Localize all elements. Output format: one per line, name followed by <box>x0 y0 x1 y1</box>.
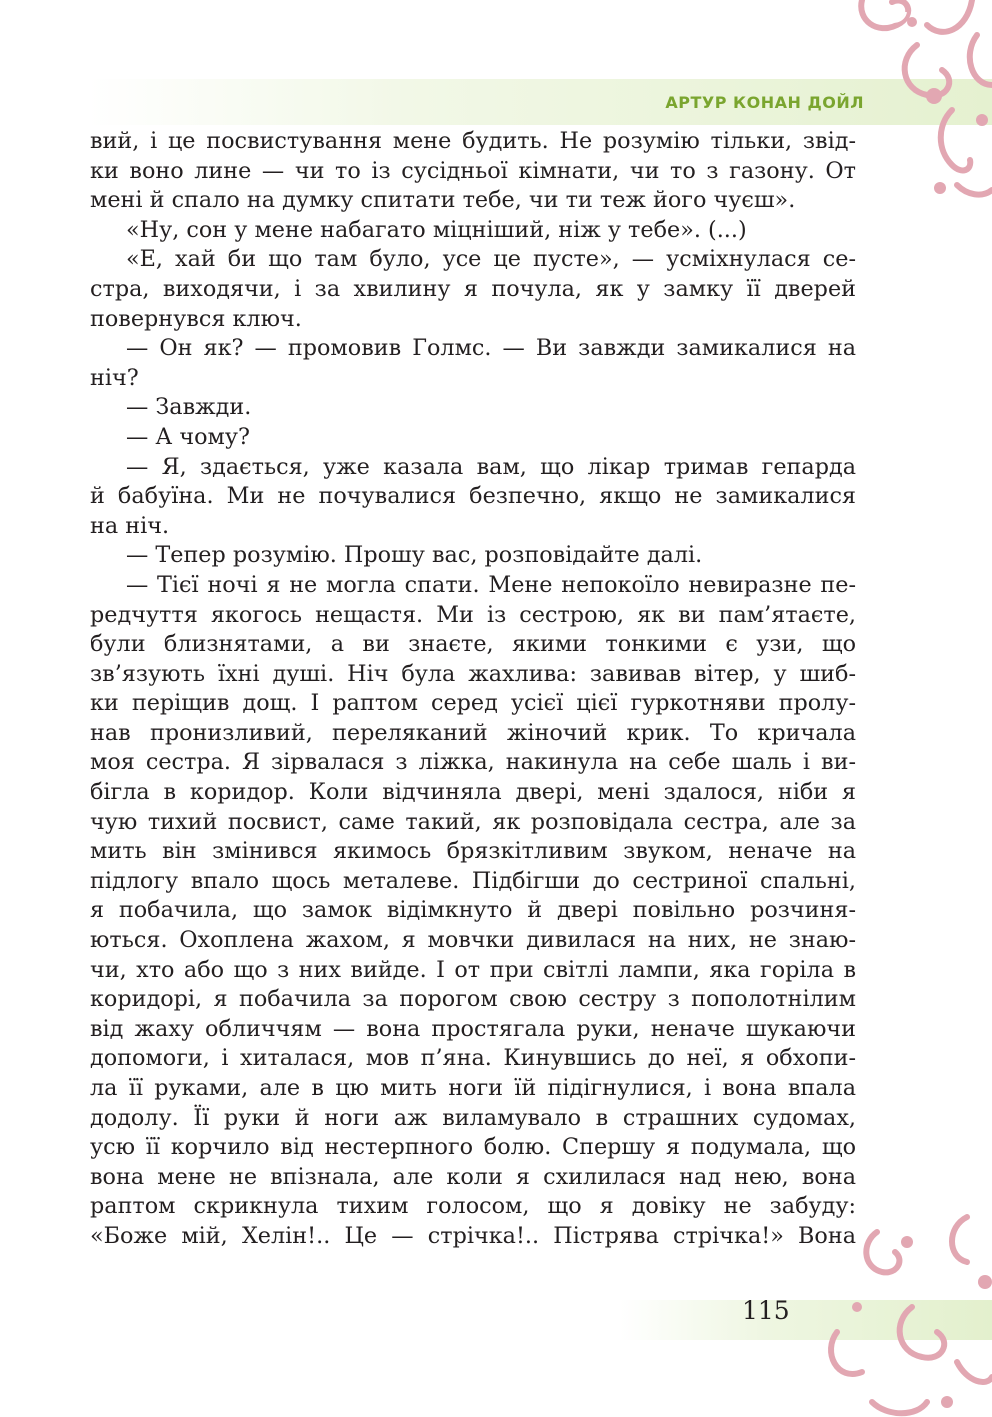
text-line: стра, виходячи, і за хвилину я почула, як у замку її дверей <box>90 275 856 302</box>
text-line: повернувся ключ. <box>90 305 302 332</box>
text-line: усю її корчило від нестерпного болю. Спершу я подумала, що <box>90 1134 856 1161</box>
text-line: були близнятами, а ви знаєте, якими тонкими є узи, що <box>90 631 856 658</box>
text-line: мені й спало на думку спитати тебе, чи ти теж його чуєш». <box>90 187 796 214</box>
text-line: «Боже мій, Хелін!.. Це — стрічка!.. Пістрява стрічка!» Вона <box>90 1222 856 1249</box>
page-body-text <box>90 127 856 1252</box>
text-line: — Тієї ночі я не могла спати. Мене непокоїло невиразне пе- <box>126 571 856 598</box>
text-line: ки воно лине — чи то із сусідньої кімнати, чи то з газону. От <box>90 157 856 184</box>
text-line: нав пронизливий, переляканий жіночий крик. То кричала <box>90 719 856 746</box>
text-line: ла її руками, але в цю мить ноги їй підігнулися, і вона впала <box>90 1075 856 1101</box>
ornament-swirl-bottom-right <box>817 1212 992 1417</box>
text-line: «Е, хай би що там було, усе це пусте», — усміхнулася се- <box>126 246 856 273</box>
text-line: й бабуїна. Ми не почувалися безпечно, якщо не замикалися <box>90 483 856 510</box>
text-line: — Тепер розумію. Прошу вас, розповідайте далі. <box>126 542 703 569</box>
text-line: підлогу впало щось металеве. Підбігши до сестриної спальні, <box>90 867 856 894</box>
text-line: моя сестра. Я зірвалася з ліжка, накинула на себе шаль і ви- <box>90 749 856 776</box>
text-line: вона мене не впізнала, але коли я схилилася над нею, вона <box>90 1163 856 1190</box>
text-line: чую тихий посвист, саме такий, як розповідала сестра, але за <box>90 808 856 835</box>
text-line: бігла в коридор. Коли відчиняла двері, мені здалося, ніби я <box>90 779 856 806</box>
text-line: ки періщив дощ. І раптом серед усієї цієї гуркотняви пролу- <box>90 690 856 717</box>
text-line: чи, хто або що з них вийде. І от при світлі лампи, яка горіла в <box>90 956 856 983</box>
text-line: додолу. Її руки й ноги аж виламувало в страшних судомах, <box>90 1104 856 1131</box>
text-line: вий, і це посвистування мене будить. Не розумію тільки, звід- <box>90 128 856 154</box>
text-line: — Завжди. <box>126 394 252 421</box>
text-line: «Ну, сон у мене набагато міцніший, ніж у тебе». (...) <box>126 216 747 243</box>
text-line: допомоги, і хиталася, мов п’яна. Кинувшись до неї, я обхопи- <box>90 1045 856 1072</box>
text-line: я побачила, що замок відімкнуто й двері повільно розчиня- <box>90 897 856 924</box>
text-line: зв’язують їхні душі. Ніч була жахлива: завивав вітер, у шиб- <box>90 660 856 687</box>
text-line: від жаху обличчям — вона простягала руки, неначе шукаючи <box>90 1015 856 1042</box>
text-line: на ніч. <box>90 512 170 539</box>
text-line: — Я, здається, уже казала вам, що лікар тримав гепарда <box>126 453 856 480</box>
running-header-author: АРТУР КОНАН ДОЙЛ <box>665 93 864 112</box>
text-line: редчуття якогось нещастя. Ми із сестрою, як ви пам’ятаєте, <box>90 601 856 628</box>
text-line: — А чому? <box>126 423 250 450</box>
text-line: коридорі, я побачила за порогом свою сестру з пополотнілим <box>90 986 856 1013</box>
page-number: 115 <box>742 1296 790 1325</box>
text-line: ніч? <box>90 364 139 391</box>
text-line: мить він змінився якимось брязкітливим звуком, неначе на <box>90 838 856 865</box>
text-line: раптом скрикнула тихим голосом, що я довіку не забуду: <box>90 1193 856 1220</box>
text-line: ються. Охоплена жахом, я мовчки дивилася на них, не знаю- <box>90 927 856 954</box>
text-line: — Он як? — промовив Голмс. — Ви завжди замикалися на <box>126 335 856 362</box>
